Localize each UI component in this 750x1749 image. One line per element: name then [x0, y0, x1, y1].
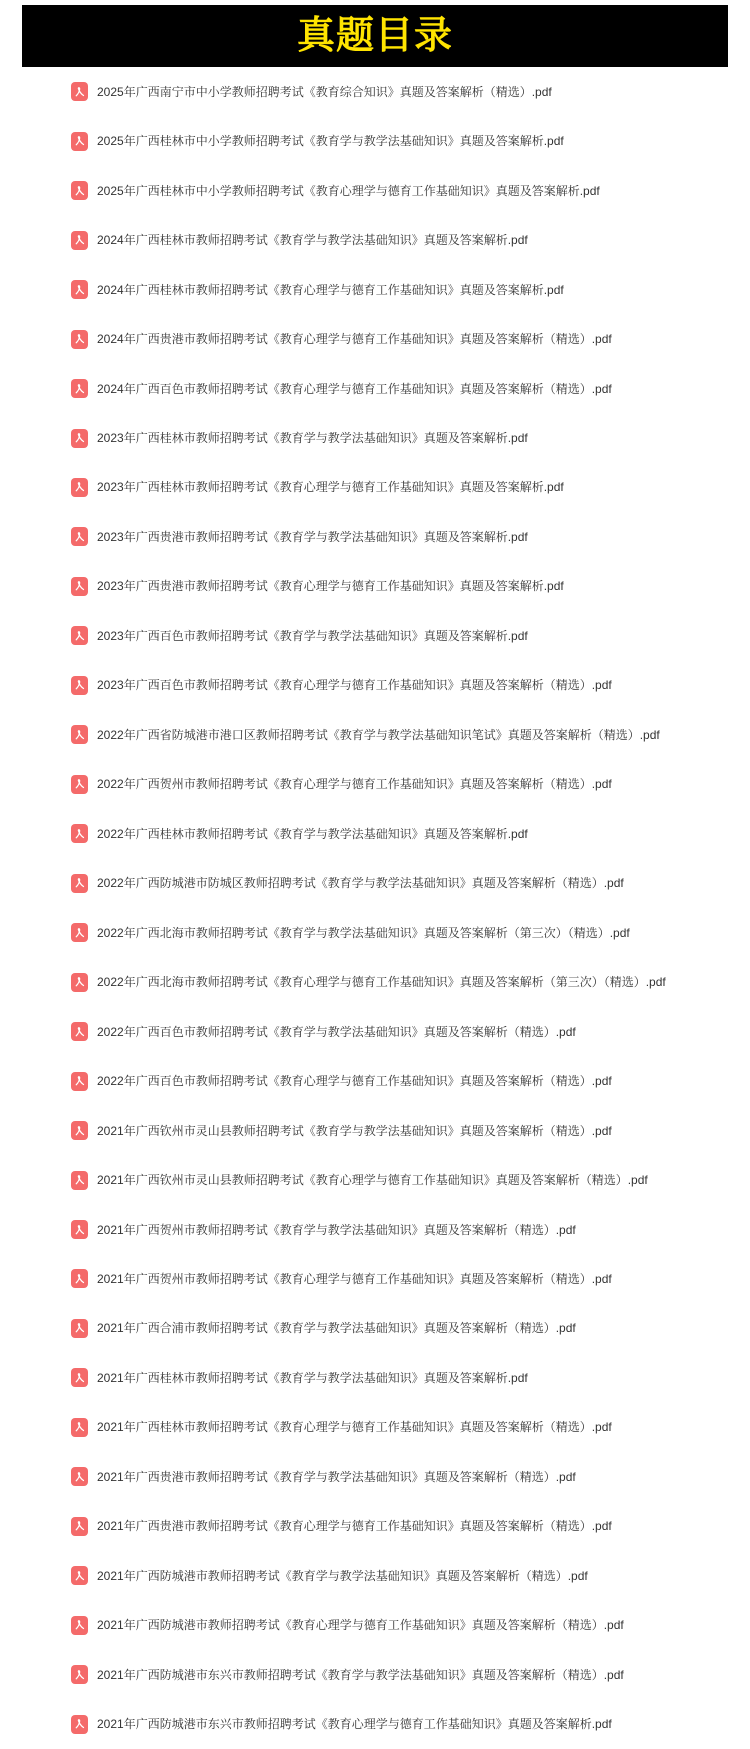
pdf-file-icon	[71, 1220, 88, 1239]
pdf-file-icon	[71, 725, 88, 744]
pdf-file-icon	[71, 379, 88, 398]
file-list-item[interactable]	[0, 1106, 750, 1155]
pdf-file-icon	[71, 478, 88, 497]
pdf-file-icon	[71, 181, 88, 200]
pdf-file-link[interactable]: 2021年广西桂林市教师招聘考试《教育心理学与德育工作基础知识》真题及答案解析（精选）.pdf	[97, 1420, 612, 1435]
pdf-file-icon	[71, 577, 88, 596]
pdf-file-link[interactable]: 2021年广西防城港市教师招聘考试《教育心理学与德育工作基础知识》真题及答案解析（精选）.pdf	[97, 1618, 624, 1633]
pdf-file-link[interactable]: 2023年广西百色市教师招聘考试《教育心理学与德育工作基础知识》真题及答案解析（精选）.pdf	[97, 678, 612, 693]
file-list-item[interactable]	[0, 1699, 750, 1748]
file-list-item[interactable]	[0, 1650, 750, 1699]
pdf-file-link[interactable]: 2024年广西桂林市教师招聘考试《教育学与教学法基础知识》真题及答案解析.pdf	[97, 233, 528, 248]
pdf-file-link[interactable]: 2022年广西北海市教师招聘考试《教育心理学与德育工作基础知识》真题及答案解析（第三次）（精选）.pdf	[97, 975, 666, 990]
pdf-file-link[interactable]: 2021年广西合浦市教师招聘考试《教育学与教学法基础知识》真题及答案解析（精选）.pdf	[97, 1321, 576, 1336]
pdf-file-icon	[71, 626, 88, 645]
pdf-file-link[interactable]: 2023年广西百色市教师招聘考试《教育学与教学法基础知识》真题及答案解析.pdf	[97, 628, 528, 643]
pdf-file-icon	[71, 132, 88, 151]
pdf-file-icon	[71, 330, 88, 349]
file-list-item[interactable]	[0, 1502, 750, 1551]
pdf-file-icon	[71, 775, 88, 794]
file-list-item[interactable]	[0, 67, 750, 116]
file-list-item[interactable]	[0, 215, 750, 264]
pdf-file-link[interactable]: 2023年广西贵港市教师招聘考试《教育学与教学法基础知识》真题及答案解析.pdf	[97, 529, 528, 544]
pdf-file-link[interactable]: 2024年广西百色市教师招聘考试《教育心理学与德育工作基础知识》真题及答案解析（精选）.pdf	[97, 381, 612, 396]
pdf-file-icon	[71, 824, 88, 843]
pdf-file-link[interactable]: 2023年广西桂林市教师招聘考试《教育学与教学法基础知识》真题及答案解析.pdf	[97, 431, 528, 446]
file-list-item[interactable]	[0, 957, 750, 1006]
pdf-file-link[interactable]: 2025年广西桂林市中小学教师招聘考试《教育学与教学法基础知识》真题及答案解析.pdf	[97, 134, 564, 149]
pdf-file-link[interactable]: 2022年广西百色市教师招聘考试《教育学与教学法基础知识》真题及答案解析（精选）.pdf	[97, 1024, 576, 1039]
pdf-file-icon	[71, 231, 88, 250]
file-list-item[interactable]	[0, 710, 750, 759]
file-list-item[interactable]	[0, 760, 750, 809]
pdf-file-link[interactable]: 2021年广西钦州市灵山县教师招聘考试《教育心理学与德育工作基础知识》真题及答案解析（精选）.pdf	[97, 1173, 648, 1188]
pdf-file-icon	[71, 1022, 88, 1041]
file-list-item[interactable]	[0, 364, 750, 413]
file-list-item[interactable]	[0, 116, 750, 165]
file-list-item[interactable]	[0, 1304, 750, 1353]
pdf-file-link[interactable]: 2021年广西贵港市教师招聘考试《教育心理学与德育工作基础知识》真题及答案解析（精选）.pdf	[97, 1519, 612, 1534]
pdf-file-link[interactable]: 2022年广西北海市教师招聘考试《教育学与教学法基础知识》真题及答案解析（第三次）（精选）.pdf	[97, 925, 630, 940]
pdf-file-icon	[71, 676, 88, 695]
file-list-item[interactable]	[0, 413, 750, 462]
pdf-file-link[interactable]: 2021年广西防城港市东兴市教师招聘考试《教育学与教学法基础知识》真题及答案解析（精选）.pdf	[97, 1667, 624, 1682]
pdf-file-icon	[71, 874, 88, 893]
file-list-item[interactable]	[0, 661, 750, 710]
pdf-file-link[interactable]: 2021年广西桂林市教师招聘考试《教育学与教学法基础知识》真题及答案解析.pdf	[97, 1370, 528, 1385]
pdf-file-link[interactable]: 2021年广西防城港市教师招聘考试《教育学与教学法基础知识》真题及答案解析（精选）.pdf	[97, 1568, 588, 1583]
file-list-item[interactable]	[0, 1551, 750, 1600]
pdf-file-link[interactable]: 2022年广西桂林市教师招聘考试《教育学与教学法基础知识》真题及答案解析.pdf	[97, 826, 528, 841]
pdf-file-icon	[71, 1368, 88, 1387]
file-list-item[interactable]	[0, 512, 750, 561]
file-list-item[interactable]	[0, 166, 750, 215]
pdf-file-link[interactable]: 2021年广西钦州市灵山县教师招聘考试《教育学与教学法基础知识》真题及答案解析（精选）.pdf	[97, 1123, 612, 1138]
file-list-item[interactable]	[0, 1403, 750, 1452]
file-list-item[interactable]	[0, 809, 750, 858]
pdf-file-link[interactable]: 2023年广西贵港市教师招聘考试《教育心理学与德育工作基础知识》真题及答案解析.pdf	[97, 579, 564, 594]
pdf-file-icon	[71, 1467, 88, 1486]
pdf-file-icon	[71, 1665, 88, 1684]
pdf-file-link[interactable]: 2021年广西贺州市教师招聘考试《教育心理学与德育工作基础知识》真题及答案解析（精选）.pdf	[97, 1271, 612, 1286]
pdf-file-link[interactable]: 2021年广西防城港市东兴市教师招聘考试《教育心理学与德育工作基础知识》真题及答案解析.pdf	[97, 1717, 612, 1732]
file-list-item[interactable]	[0, 1155, 750, 1204]
pdf-file-icon	[71, 1269, 88, 1288]
pdf-file-icon	[71, 1418, 88, 1437]
pdf-file-link[interactable]: 2025年广西桂林市中小学教师招聘考试《教育心理学与德育工作基础知识》真题及答案解析.pdf	[97, 183, 600, 198]
pdf-file-icon	[71, 280, 88, 299]
pdf-file-link[interactable]: 2025年广西南宁市中小学教师招聘考试《教育综合知识》真题及答案解析（精选）.pdf	[97, 84, 552, 99]
pdf-file-icon	[71, 429, 88, 448]
file-list-item[interactable]	[0, 1007, 750, 1056]
pdf-file-icon	[71, 1715, 88, 1734]
file-list-item[interactable]	[0, 1056, 750, 1105]
file-list-item[interactable]	[0, 562, 750, 611]
file-list-item[interactable]	[0, 1353, 750, 1402]
page	[0, 5, 750, 1749]
pdf-file-icon	[71, 1566, 88, 1585]
pdf-file-link[interactable]: 2024年广西贵港市教师招聘考试《教育心理学与德育工作基础知识》真题及答案解析（精选）.pdf	[97, 332, 612, 347]
pdf-file-icon	[71, 1616, 88, 1635]
pdf-file-list	[0, 67, 750, 1749]
title-banner	[22, 5, 728, 67]
pdf-file-icon	[71, 923, 88, 942]
pdf-file-link[interactable]: 2022年广西省防城港市港口区教师招聘考试《教育学与教学法基础知识笔试》真题及答案解析（精选）.pdf	[97, 727, 660, 742]
file-list-item[interactable]	[0, 1452, 750, 1501]
pdf-file-icon	[71, 1171, 88, 1190]
pdf-file-icon	[71, 1072, 88, 1091]
file-list-item[interactable]	[0, 1205, 750, 1254]
pdf-file-link[interactable]: 2021年广西贺州市教师招聘考试《教育学与教学法基础知识》真题及答案解析（精选）.pdf	[97, 1222, 576, 1237]
page-title: 真题目录	[296, 12, 453, 57]
pdf-file-link[interactable]: 2022年广西贺州市教师招聘考试《教育心理学与德育工作基础知识》真题及答案解析（精选）.pdf	[97, 777, 612, 792]
file-list-item[interactable]	[0, 611, 750, 660]
file-list-item[interactable]	[0, 314, 750, 363]
pdf-file-icon	[71, 527, 88, 546]
pdf-file-icon	[71, 1517, 88, 1536]
file-list-item[interactable]	[0, 1601, 750, 1650]
pdf-file-link[interactable]: 2022年广西防城港市防城区教师招聘考试《教育学与教学法基础知识》真题及答案解析（精选）.pdf	[97, 876, 624, 891]
pdf-file-link[interactable]: 2021年广西贵港市教师招聘考试《教育学与教学法基础知识》真题及答案解析（精选）.pdf	[97, 1469, 576, 1484]
pdf-file-link[interactable]: 2024年广西桂林市教师招聘考试《教育心理学与德育工作基础知识》真题及答案解析.pdf	[97, 282, 564, 297]
pdf-file-icon	[71, 1121, 88, 1140]
pdf-file-link[interactable]: 2023年广西桂林市教师招聘考试《教育心理学与德育工作基础知识》真题及答案解析.pdf	[97, 480, 564, 495]
pdf-file-icon	[71, 1319, 88, 1338]
file-list-item[interactable]	[0, 859, 750, 908]
pdf-file-icon	[71, 973, 88, 992]
file-list-item[interactable]	[0, 265, 750, 314]
file-list-item[interactable]	[0, 1254, 750, 1303]
file-list-item[interactable]	[0, 463, 750, 512]
pdf-file-icon	[71, 82, 88, 101]
file-list-item[interactable]	[0, 908, 750, 957]
pdf-file-link[interactable]: 2022年广西百色市教师招聘考试《教育心理学与德育工作基础知识》真题及答案解析（精选）.pdf	[97, 1074, 612, 1089]
